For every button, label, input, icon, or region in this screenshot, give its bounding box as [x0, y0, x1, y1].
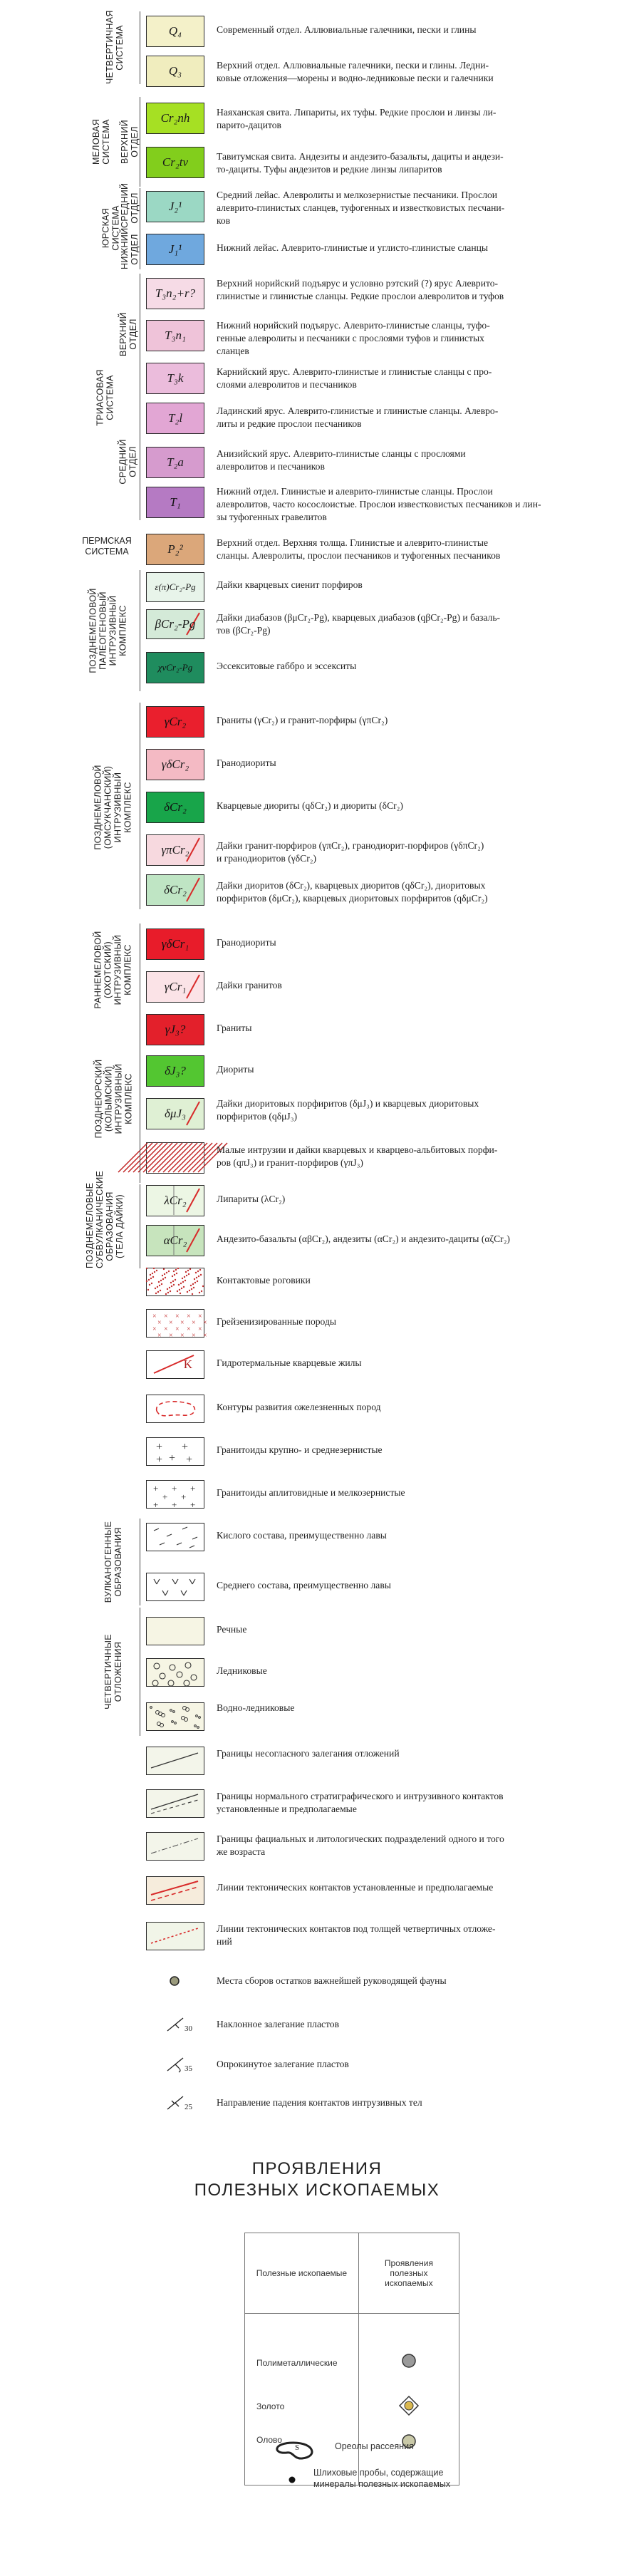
legend-symbol-8: T₃k — [167, 371, 184, 385]
legend-swatch-22 — [146, 971, 204, 1003]
swatch-pattern-41 — [147, 1790, 203, 1816]
legend-desc-44: Линии тектонических контактов под толщей четвертичных отложе- ний — [217, 1923, 496, 1947]
legend-desc-8: Карнийский ярус. Алеврито-глинистые и глинистые сланцы с про- слоями алевролитов и песчаников — [217, 366, 492, 390]
group-label-text-omsukchan: ПОЗДНЕМЕЛОВОЙ (ОМСУКЧАНСКИЙ) ИНТРУЗИВНЫЙ КОМПЛЕКС — [93, 765, 134, 850]
group-label-text-volcanic: ВУЛКАНОГЕННЫЕ ОБРАЗОВАНИЯ — [103, 1521, 124, 1603]
group-label-quaternary_deposits — [95, 1608, 131, 1736]
intrusive-contact-dip-icon — [146, 2092, 204, 2114]
svg-text:×: × — [175, 1325, 180, 1333]
legend-symbol-4: J₂¹ — [168, 200, 182, 213]
group-label-text-triassic: ТРИАСОВАЯ СИСТЕМА — [95, 369, 116, 426]
legend-desc-31: Гидротермальные кварцевые жилы — [217, 1357, 362, 1368]
legend-desc-12: Верхний отдел. Верхняя толща. Глинистые и алеврито-глинистые сланцы. Алевролиты, прослои песчаников и туфогенных песчаников — [217, 537, 501, 561]
halo-text: Ореолы рассеяния — [335, 2441, 414, 2451]
legend-symbol-9: T₂l — [167, 411, 183, 425]
legend-desc-26: Малые интрузии и дайки кварцевых и кварцево-альбитовых порфи- ров (qπJ₃) и гранит-порфиров (γπJ₃) — [217, 1144, 498, 1168]
group-label-okhotsk — [90, 924, 137, 1016]
legend-desc-32: Контуры развития ожелезненных пород — [217, 1402, 381, 1412]
legend-symbol-18: δCr₂ — [164, 800, 187, 814]
legend-desc-17: Гранодиориты — [217, 757, 276, 768]
svg-text:×: × — [169, 1332, 173, 1340]
legend-desc-22: Дайки гранитов — [217, 980, 282, 990]
svg-text:+: + — [172, 1499, 177, 1510]
legend-desc-11: Нижний отдел. Глинистые и алеврито-глинистые сланцы. Прослои алевролитов, часто косослоистые. Прослои известковистых песчаников и лин- зы туфогенных гравелитов — [217, 486, 541, 522]
legend-desc-40: Границы несогласного залегания отложений — [217, 1748, 400, 1759]
legend-desc-37: Речные — [217, 1624, 247, 1635]
legend-desc-1: Верхний отдел. Аллювиальные галечники, пески и глины. Ледни- ковые отложения—морены и водно-ледниковые пески и галечники — [217, 60, 494, 83]
svg-text:+: + — [169, 1452, 176, 1464]
legend-swatch-8 — [146, 363, 204, 394]
svg-text:×: × — [175, 1313, 180, 1320]
legend-swatch-10 — [146, 447, 204, 478]
svg-text:×: × — [187, 1313, 191, 1320]
legend-swatch-30 — [146, 1309, 207, 1340]
group-label-omsukchan — [90, 703, 137, 912]
legend-desc-2: Наяханская свита. Липариты, их туфы. Редкие прослои и линзы ли- парито-дацитов — [217, 107, 497, 130]
mineral-name-tin: Олово — [245, 2429, 359, 2486]
swatch-pattern-36 — [147, 1573, 203, 1600]
legend-desc-7: Нижний норийский подъярус. Алеврито-глинистые сланцы, туфо- генные алевролиты и песчаники с прослоями туфов и глинистых сланцев — [217, 320, 490, 356]
group-label-volcanic — [95, 1519, 131, 1605]
line-symbol-desc-1: Наклонное залегание пластов — [217, 2019, 340, 2029]
swatch-pattern-33 — [147, 1438, 203, 1464]
group-label-triassic_middle — [120, 399, 137, 524]
legend-desc-4: Средний лейас. Алевролиты и мелкозернистые песчаники. Прослои алеврито-глинистых сланцев, туфогенных и известковистых песчани- ков — [217, 190, 505, 226]
legend-swatch-15 — [146, 652, 204, 683]
legend-swatch-44 — [146, 1922, 204, 1950]
legend-swatch-39 — [146, 1702, 204, 1731]
svg-text:×: × — [180, 1319, 185, 1327]
svg-text:×: × — [152, 1313, 157, 1320]
svg-text:+: + — [182, 1441, 189, 1453]
legend-desc-36: Среднего состава, преимущественно лавы — [217, 1580, 391, 1590]
mineral-cell-gold — [358, 2384, 459, 2429]
legend-desc-33: Гранитоиды крупно- и среднезернистые — [217, 1444, 383, 1455]
group-label-text-subvolcanic: ПОЗДНЕМЕЛОВЫЕ СУБВУЛКАНИЧЕСКИЕ ОБРАЗОВАНИЯ (ТЕЛА ДАЙКИ) — [85, 1170, 125, 1268]
legend-swatch-20 — [146, 874, 204, 906]
placer-text: Шлиховые пробы, содержащие минералы полезных ископаемых — [313, 2468, 451, 2489]
minerals-col2-header: Проявления полезных ископаемых — [358, 2233, 459, 2314]
legend-symbol-15: χνCr₂-Pg — [157, 662, 193, 673]
group-label-text-okhotsk: РАННЕМЕЛОВОЙ (ОХОТСКИЙ) ИНТРУЗИВНЫЙ КОМПЛЕКС — [93, 931, 134, 1009]
legend-desc-35: Кислого состава, преимущественно лавы — [217, 1530, 387, 1541]
svg-text:×: × — [203, 1319, 207, 1327]
legend-swatch-0 — [146, 16, 204, 47]
legend-swatch-33 — [146, 1437, 204, 1466]
group-label-text-cretaceous: МЕЛОВАЯ СИСТЕМА — [91, 118, 112, 165]
legend-desc-25: Дайки диоритовых порфиритов (δμJ₃) и кварцевых диоритовых порфиритов (qδμJ₃) — [217, 1098, 479, 1122]
group-label-text-quaternary_deposits: ЧЕТВЕРТИЧНЫЕ ОТЛОЖЕНИЯ — [103, 1634, 123, 1709]
dip-symbol-icon — [146, 2014, 204, 2035]
legend-desc-14: Дайки диабазов (βμCr₂-Pg), кварцевых диабазов (qβCr₂-Pg) и базаль- тов (βCr₂-Pg) — [217, 612, 501, 636]
gold-icon — [398, 2395, 420, 2416]
legend-symbol-13: ε(π)Cr₂-Pg — [155, 581, 196, 592]
group-label-cretaceous — [87, 97, 115, 187]
swatch-pattern-26 — [147, 1143, 203, 1172]
line-symbol-0 — [146, 1970, 204, 1992]
group-label-triassic_upper — [120, 274, 137, 395]
svg-text:+: + — [172, 1483, 177, 1494]
legend-desc-19: Дайки гранит-порфиров (γπCr₂), гранодиорит-порфиров (γδπCr₂) и гранодиоритов (γδCr₂) — [217, 840, 484, 864]
legend-desc-9: Ладинский ярус. Алеврито-глинистые и глинистые сланцы. Алевро- литы и редкие прослои песчаников — [217, 405, 499, 429]
legend-swatch-9 — [146, 403, 204, 434]
legend-symbol-27: λCr₂ — [164, 1194, 187, 1207]
legend-desc-29: Контактовые роговики — [217, 1275, 311, 1286]
swatch-pattern-44 — [147, 1923, 203, 1949]
legend-swatch-3 — [146, 147, 204, 178]
group-label-kolyma — [90, 1012, 137, 1186]
legend-symbol-28: αCr₂ — [163, 1233, 187, 1247]
legend-symbol-14: βCr₂-Pg — [155, 617, 196, 631]
legend-swatch-19 — [146, 834, 204, 866]
svg-text:×: × — [169, 1319, 173, 1327]
legend-swatch-32 — [146, 1395, 204, 1423]
legend-swatch-37 — [146, 1617, 204, 1645]
svg-text:×: × — [157, 1319, 162, 1327]
swatch-pattern-35 — [147, 1524, 203, 1550]
legend-swatch-17 — [146, 749, 204, 780]
legend-symbol-20: δCr₂ — [164, 883, 187, 896]
legend-swatch-36 — [146, 1573, 204, 1601]
svg-text:+: + — [156, 1454, 163, 1466]
legend-swatch-42 — [146, 1832, 204, 1861]
legend-swatch-1 — [146, 56, 204, 87]
legend-symbol-1: Q₃ — [168, 64, 182, 78]
svg-text:×: × — [198, 1325, 202, 1333]
group-label-quaternary — [105, 11, 124, 84]
legend-swatch-12 — [146, 534, 204, 565]
svg-text:+: + — [181, 1491, 187, 1502]
legend-swatch-35 — [146, 1523, 204, 1551]
legend-symbol-31: K — [183, 1357, 192, 1371]
legend-symbol-3: Cr₂tv — [162, 155, 189, 169]
swatch-pattern-38 — [147, 1659, 203, 1685]
svg-text:×: × — [164, 1313, 168, 1320]
svg-text:+: + — [153, 1499, 159, 1510]
group-label-text-triassic_middle: СРЕДНИЙ ОТДЕЛ — [118, 439, 139, 485]
legend-swatch-7 — [146, 320, 204, 351]
svg-text:+: + — [190, 1483, 196, 1494]
legend-symbol-17: γδCr₂ — [161, 757, 189, 771]
swatch-pattern-34 — [147, 1481, 203, 1510]
line-symbol-desc-0: Места сборов остатков важнейшей руководящей фауны — [217, 1975, 447, 1986]
legend-desc-16: Граниты (γCr₂) и гранит-порфиры (γπCr₂) — [217, 715, 388, 725]
legend-symbol-19: γπCr₂ — [161, 843, 189, 857]
svg-text:+: + — [162, 1491, 168, 1502]
legend-swatch-4 — [146, 191, 204, 222]
group-label-jurassic_middle — [120, 182, 140, 228]
legend-symbol-25: δμJ₃ — [165, 1107, 186, 1120]
legend-swatch-34 — [146, 1480, 204, 1509]
group-label-jurassic_lower — [121, 229, 138, 269]
mineral-name-gold: Золото — [245, 2384, 359, 2429]
swatch-pattern-43 — [147, 1877, 203, 1903]
svg-text:×: × — [198, 1313, 202, 1320]
line-symbol-desc-3: Направление падения контактов интрузивных тел — [217, 2097, 422, 2108]
group-label-text-jurassic_lower: НИЖНИЙ ОТДЕЛ — [120, 227, 140, 269]
svg-text:+: + — [156, 1441, 163, 1453]
overturned-dip-icon — [146, 2054, 204, 2075]
svg-text:×: × — [203, 1332, 207, 1340]
legend-swatch-38 — [146, 1658, 204, 1687]
legend-swatch-27 — [146, 1185, 204, 1216]
legend-symbol-11: T₁ — [170, 495, 181, 509]
group-label-text-kolyma: ПОЗДНЕЮРСКИЙ (КОЛЫМСКИЙ) ИНТРУЗИВНЫЙ КОМПЛЕКС — [93, 1059, 134, 1139]
svg-text:S: S — [295, 2443, 300, 2452]
group-label-triassic — [91, 274, 120, 522]
legend-symbol-22: γCr₁ — [164, 980, 187, 993]
svg-text:+: + — [190, 1499, 196, 1510]
line-symbol-1 — [146, 2014, 204, 2035]
swatch-pattern-40 — [147, 1747, 203, 1774]
placer-sample-icon — [285, 2473, 299, 2487]
svg-text:×: × — [164, 1325, 168, 1333]
legend-desc-43: Линии тектонических контактов установленные и предполагаемые — [217, 1882, 494, 1893]
legend-desc-41: Границы нормального стратиграфического и интрузивного контактов установленные и предполагаемые — [217, 1791, 504, 1814]
legend-swatch-41 — [146, 1789, 204, 1818]
minerals-title-line1: ПРОЯВЛЕНИЯ — [251, 2159, 383, 2178]
swatch-pattern-42 — [147, 1833, 203, 1859]
legend-symbol-6: T₃n₂+r? — [155, 286, 196, 300]
legend-desc-20: Дайки диоритов (δCr₂), кварцевых диоритов (qδCr₂), диоритовых порфиритов (δμCr₂), кварцевых диоритовых порфиритов (qδμCr₂) — [217, 880, 488, 904]
legend-swatch-18 — [146, 792, 204, 823]
legend-swatch-29 — [146, 1268, 204, 1296]
group-label-text-cretaceous_upper: ВЕРХНИЙ ОТДЕЛ — [120, 120, 140, 164]
legend-swatch-31 — [146, 1350, 204, 1379]
minerals-col1-header: Полезные ископаемые — [245, 2233, 359, 2314]
legend-swatch-13 — [146, 572, 204, 602]
legend-desc-27: Липариты (λCr₂) — [217, 1194, 286, 1204]
legend-swatch-26 — [146, 1142, 204, 1174]
legend-desc-13: Дайки кварцевых сиенит порфиров — [217, 579, 363, 590]
svg-text:+: + — [153, 1483, 159, 1494]
legend-symbol-16: γCr₂ — [164, 715, 187, 728]
legend-symbol-10: T₂a — [167, 455, 184, 469]
legend-symbol-24: δJ₃? — [165, 1064, 186, 1077]
legend-swatch-43 — [146, 1876, 204, 1905]
line-symbol-3 — [146, 2092, 204, 2114]
svg-text:×: × — [192, 1319, 196, 1327]
legend-desc-21: Гранодиориты — [217, 937, 276, 948]
svg-text:×: × — [152, 1325, 157, 1333]
legend-desc-23: Граниты — [217, 1023, 252, 1033]
legend-swatch-28 — [146, 1225, 204, 1256]
legend-swatch-21 — [146, 929, 204, 960]
legend-desc-3: Тавитумская свита. Андезиты и андезито-базальты, дациты и андези- то-дациты. Туфы андезитов и редкие линзы липаритов — [217, 151, 504, 175]
mineral-cell-polymetal — [358, 2314, 459, 2384]
legend-desc-42: Границы фациальных и литологических подразделений одного и того же возраста — [217, 1833, 504, 1857]
legend-desc-28: Андезито-базальты (αβCr₂), андезиты (αCr₂) и андезито-дациты (αζCr₂) — [217, 1233, 510, 1244]
svg-text:×: × — [187, 1325, 191, 1333]
group-label-text-jurassic_middle: СРЕДНИЙ ОТДЕЛ — [120, 182, 140, 228]
group-label-text-late_cretaceous_paleogene: ПОЗДНЕМЕЛОВОЙ ПАЛЕОГЕНОВЫЙ ИНТРУЗИВНЫЙ КОМПЛЕКС — [88, 588, 129, 673]
mineral-name-polymetal: Полиметаллические — [245, 2314, 359, 2384]
fauna-site-icon — [146, 1970, 204, 1992]
group-label-cretaceous_upper — [121, 97, 138, 187]
legend-swatch-24 — [146, 1055, 204, 1087]
legend-swatch-25 — [146, 1098, 204, 1129]
legend-desc-38: Ледниковые — [217, 1665, 267, 1676]
svg-text:+: + — [186, 1454, 193, 1466]
legend-desc-24: Диориты — [217, 1064, 254, 1075]
legend-symbol-23: γJ₃? — [165, 1023, 186, 1036]
group-label-late_cretaceous_paleogene — [88, 570, 128, 691]
legend-symbol-2: Cr₂nh — [160, 111, 190, 125]
polymetal-icon — [400, 2352, 418, 2370]
legend-swatch-23 — [146, 1014, 204, 1045]
minerals-title-line2: ПОЛЕЗНЫХ ИСКОПАЕМЫХ — [194, 2181, 440, 2200]
legend-symbol-7: T₃n₁ — [165, 329, 186, 342]
legend-swatch-40 — [146, 1747, 204, 1775]
svg-text:×: × — [180, 1332, 185, 1340]
legend-desc-5: Нижний лейас. Алеврито-глинистые и углисто-глинистые сланцы — [217, 242, 489, 253]
svg-text:×: × — [157, 1332, 162, 1340]
line-symbol-2 — [146, 2054, 204, 2075]
line-symbol-number-1: 30 — [185, 2024, 192, 2033]
legend-swatch-11 — [146, 487, 204, 518]
legend-symbol-21: γδCr₁ — [161, 937, 189, 951]
swatch-pattern-30 — [147, 1310, 207, 1340]
group-label-permian: ПЕРМСКАЯ СИСТЕМА — [82, 536, 132, 557]
legend-desc-6: Верхний норийский подъярус и условно рэтский (?) ярус Алеврито- глинистые и глинистые сланцы. Редкие прослои алевролитов и туфов — [217, 278, 504, 301]
line-symbol-number-2: 35 — [185, 2064, 192, 2073]
legend-swatch-5 — [146, 234, 204, 265]
legend-swatch-14 — [146, 609, 204, 639]
line-symbol-desc-2: Опрокинутое залегание пластов — [217, 2059, 349, 2069]
legend-symbol-12: P₂² — [167, 542, 183, 556]
legend-desc-10: Анизийский ярус. Алеврито-глинистые сланцы с прослоями алевролитов и песчаников — [217, 448, 466, 472]
group-label-text-quaternary: ЧЕТВЕРТИЧНАЯ СИСТЕМА — [105, 10, 125, 84]
group-label-text-jurassic: ЮРСКАЯ СИСТЕМА — [101, 205, 122, 251]
legend-desc-39: Водно-ледниковые — [217, 1702, 295, 1713]
line-symbol-number-3: 25 — [185, 2103, 192, 2111]
group-label-subvolcanic — [77, 1170, 132, 1268]
group-label-text-triassic_upper: ВЕРХНИЙ ОТДЕЛ — [118, 312, 139, 356]
legend-symbol-5: J₁¹ — [168, 242, 182, 256]
legend-desc-30: Грейзенизированные породы — [217, 1316, 337, 1327]
legend-swatch-2 — [146, 103, 204, 134]
legend-symbol-0: Q₄ — [168, 24, 182, 38]
swatch-pattern-29 — [147, 1268, 203, 1295]
legend-swatch-16 — [146, 706, 204, 738]
legend-desc-34: Гранитоиды аплитовидные и мелкозернистые — [217, 1487, 405, 1498]
legend-desc-0: Современный отдел. Аллювиальные галечники, пески и глины — [217, 24, 477, 35]
svg-text:×: × — [192, 1332, 196, 1340]
legend-swatch-6 — [146, 278, 204, 309]
swatch-pattern-32 — [147, 1395, 203, 1422]
swatch-pattern-39 — [147, 1703, 203, 1729]
legend-desc-18: Кварцевые диориты (qδCr₂) и диориты (δCr₂) — [217, 800, 403, 811]
legend-desc-15: Эссекситовые габбро и эссекситы — [217, 661, 357, 671]
